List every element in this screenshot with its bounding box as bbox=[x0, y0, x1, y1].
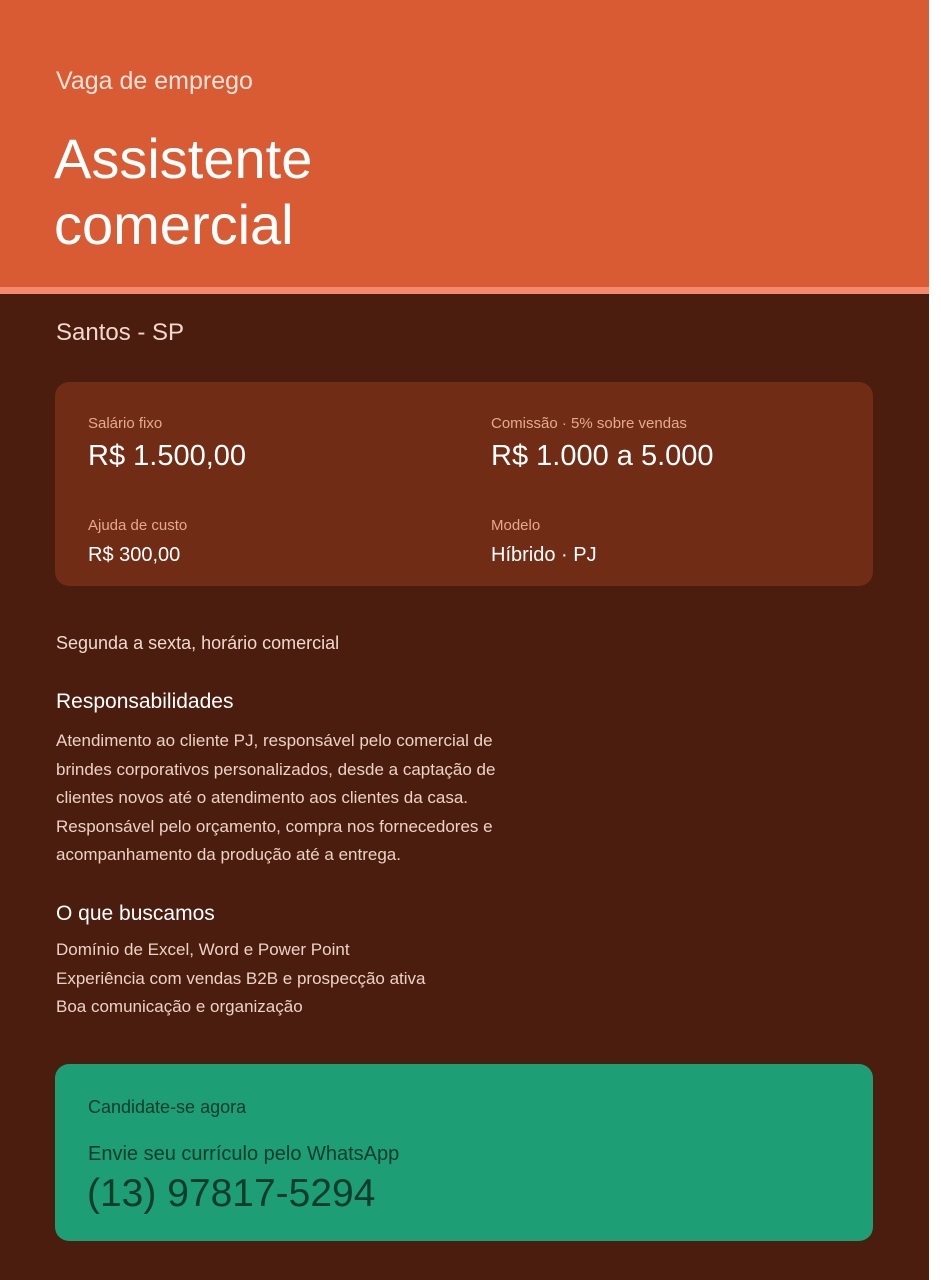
requirements-heading: O que buscamos bbox=[56, 902, 215, 925]
job-title-line-2: comercial bbox=[54, 193, 294, 256]
salary-label: Salário fixo bbox=[88, 415, 163, 432]
model-value: Híbrido · PJ bbox=[491, 544, 597, 566]
apply-label: Candidate-se agora bbox=[88, 1097, 247, 1117]
requirements-list bbox=[56, 936, 425, 1022]
model-label: Modelo bbox=[491, 517, 541, 534]
commission-cell bbox=[491, 414, 714, 474]
responsibilities-line: acompanhamento da produção até a entrega. bbox=[56, 845, 401, 864]
work-schedule: Segunda a sexta, horário comercial bbox=[56, 633, 340, 653]
eyebrow-text: Vaga de emprego bbox=[56, 67, 253, 95]
responsibilities-heading: Responsabilidades bbox=[56, 690, 234, 713]
job-title-line-1: Assistente bbox=[54, 127, 313, 190]
requirement-item: Domínio de Excel, Word e Power Point bbox=[56, 940, 350, 959]
job-title bbox=[54, 126, 654, 258]
commission-label: Comissão · 5% sobre vendas bbox=[491, 415, 687, 432]
job-location: Santos - SP bbox=[56, 319, 185, 346]
requirement-item: Experiência com vendas B2B e prospecção ativa bbox=[56, 968, 426, 988]
allowance-label: Ajuda de custo bbox=[88, 517, 188, 534]
compensation-card bbox=[55, 382, 873, 586]
responsibilities-line: clientes novos até o atendimento aos clientes da casa. bbox=[56, 788, 469, 807]
salary-cell bbox=[88, 414, 246, 474]
commission-value: R$ 1.000 a 5.000 bbox=[491, 440, 714, 472]
accent-divider bbox=[0, 287, 929, 294]
requirement-item: Boa comunicação e organização bbox=[56, 997, 303, 1016]
allowance-cell bbox=[88, 516, 187, 568]
responsibilities-line: brindes corporativos personalizados, desde a captação de bbox=[56, 759, 496, 779]
model-cell bbox=[491, 516, 597, 568]
salary-value: R$ 1.500,00 bbox=[88, 440, 247, 472]
responsibilities-line: Atendimento ao cliente PJ, responsável pelo comercial de bbox=[56, 731, 493, 750]
whatsapp-phone: (13) 97817-5294 bbox=[87, 1172, 376, 1215]
apply-instruction: Envie seu currículo pelo WhatsApp bbox=[88, 1143, 400, 1165]
apply-card bbox=[55, 1064, 873, 1241]
allowance-value: R$ 300,00 bbox=[88, 544, 181, 566]
responsibilities-line: Responsável pelo orçamento, compra nos fornecedores e bbox=[56, 816, 493, 836]
responsibilities-text bbox=[56, 727, 526, 870]
header-banner bbox=[0, 0, 929, 287]
